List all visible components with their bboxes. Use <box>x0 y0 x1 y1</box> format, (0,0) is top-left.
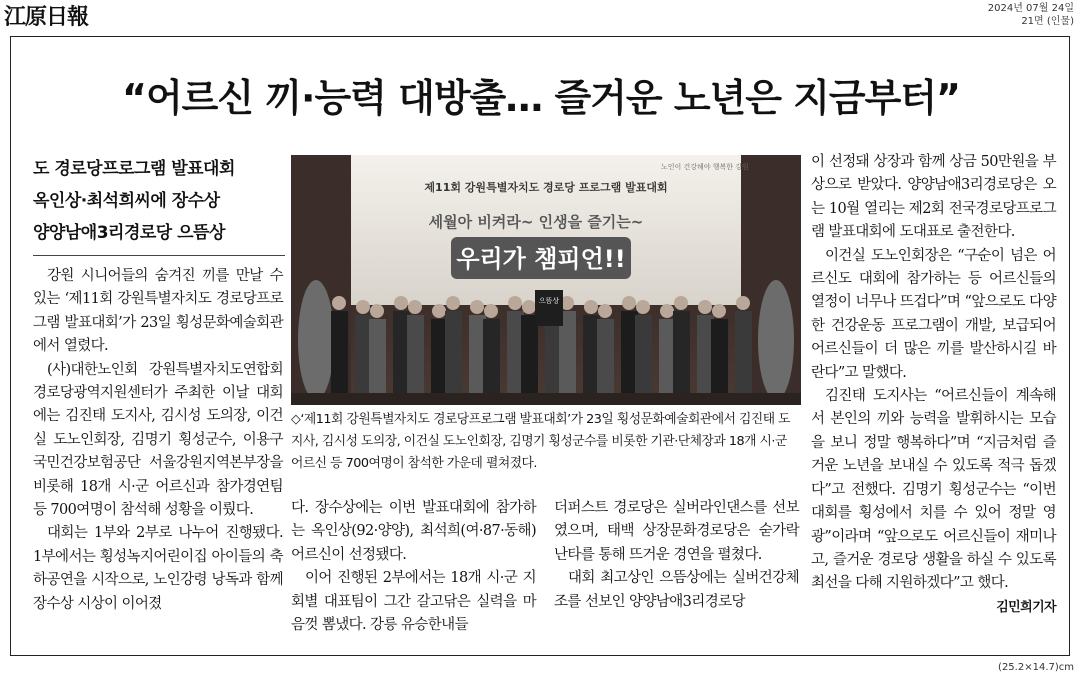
paragraph: (사)대한노인회 강원특별자치도연합회 경로당광역지원센터가 주최한 이날 대회에는 김진태 도지사, 김시성 도의장, 이건실 도노인회장, 김명기 횡성군수, 이용구 국민건강보험공단 서울강원지역본부장을 비롯해 18개 시·군 어르신과 참가경연팀 등 700여명이 참석해 성황을 이뤘다. <box>33 361 283 519</box>
person-head <box>370 304 384 318</box>
issue-date: 2024년 07월 24일 <box>987 3 1074 14</box>
person-body <box>635 315 652 393</box>
person-head <box>408 300 422 314</box>
person-body <box>445 311 462 393</box>
paragraph: 이건실 도노인회장은 “구순이 넘은 어르신도 대회에 참가하는 등 어르신들의 열정이 너무나 뜨겁다”며 “앞으로도 다양한 건강운동 프로그램이 개발, 보급되어 어르신들이 더 많은 끼를 발산하시길 바란다”고 말했다. <box>811 247 1056 381</box>
person-head <box>660 304 674 318</box>
person-head <box>622 296 636 310</box>
person-body <box>711 319 728 393</box>
person-head <box>332 296 346 310</box>
body-column-1 <box>33 265 283 616</box>
person-head <box>584 300 598 314</box>
person-body <box>735 311 752 393</box>
subhead-line: 양양남애3리경로당 으뜸상 <box>33 223 225 243</box>
banner-small-text: 노인이 건강해야 행복한 강원 <box>661 163 749 171</box>
person-body <box>369 319 386 393</box>
paragraph-text: 김진태 도지사는 “어르신들이 계속해서 본인의 끼와 능력을 발휘하시는 모습을 보니 정말 행복하다”며 “지금처럼 즐거운 노년을 보내실 수 있도록 적극 돕겠다”고 전했다. 김명기 횡성군수는 “이번 대회를 횡성에서 치를 수 있어 정말 영광”이라며 “앞으로도 어르신들이 재미나고, 즐거운 경로당 생활을 하실 수 있도록 최선을 다해 지원하겠다”고 했다. <box>811 388 1056 592</box>
person-head <box>394 296 408 310</box>
paragraph: 이어 진행된 2부에서는 18개 시·군 지회별 대표팀이 그간 갈고닦은 실력을 마음껏 뽐냈다. 강릉 유승한내들 <box>291 570 536 634</box>
person-head <box>636 300 650 314</box>
person-head <box>674 296 688 310</box>
person-head <box>432 304 446 318</box>
event-photo <box>291 155 801 405</box>
newspaper-masthead: 江原日報 <box>4 4 89 30</box>
page-number: 21면 (인물) <box>1021 16 1074 27</box>
banner-title: 제11회 강원특별자치도 경로당 프로그램 발표대회 <box>424 181 668 194</box>
article-frame <box>10 36 1070 656</box>
paragraph: 더퍼스트 경로당은 실버라인댄스를 선보였으며, 태백 상장문화경로당은 숟가락 난타를 통해 뜨거운 경연을 펼쳤다. <box>554 500 799 563</box>
person-body <box>673 311 690 393</box>
banner-main: 우리가 챔피언!! <box>456 245 626 273</box>
subhead-divider <box>33 255 285 256</box>
paragraph: 다. 장수상에는 이번 발표대회에 참가하는 옥인상(92·양양), 최석희(여·87·동해) 어르신이 선정됐다. <box>291 500 536 563</box>
paragraph: 대회는 1부와 2부로 나누어 진행됐다. 1부에서는 횡성녹지어린이집 아이들의 축하공연을 시작으로, 노인강령 낭독과 함께 장수상 시상이 이어졌 <box>33 525 283 612</box>
person-body <box>407 315 424 393</box>
paragraph: 대회 최고상인 으뜸상에는 실버건강체조를 선보인 양양남애3리경로당 <box>554 570 799 610</box>
body-column-4 <box>811 151 1056 619</box>
person-head <box>470 300 484 314</box>
person-body <box>483 319 500 393</box>
person-head <box>522 300 536 314</box>
person-body <box>331 311 348 393</box>
paragraph: 강원 시니어들의 숨겨진 끼를 만날 수 있는 ‘제11회 강원특별자치도 경로당프로그램 발표대회’가 23일 횡성문화예술회관에서 열렸다. <box>33 268 283 355</box>
article-headline: “어르신 끼·능력 대방출… 즐거운 노년은 지금부터” <box>122 76 960 120</box>
subhead-line: 옥인상·최석희씨에 장수상 <box>33 191 220 211</box>
banner-slogan: 세월아 비켜라~ 인생을 즐기는~ <box>428 213 644 231</box>
person-body <box>521 315 538 393</box>
article-size: (25.2×14.7)cm <box>998 662 1074 673</box>
award-sign-text: 으뜸상 <box>538 297 560 305</box>
person-head <box>446 296 460 310</box>
paragraph: 이 선정돼 상장과 함께 상금 50만원을 부상으로 받았다. 양양남애3리경로당은 오는 10월 열리는 제2회 전국경로당프로그램 발표대회에 도대표로 출전한다. <box>811 154 1056 241</box>
person-head <box>356 300 370 314</box>
reporter-byline: 김민희기자 <box>996 599 1056 615</box>
person-head <box>736 296 750 310</box>
subheads <box>33 153 283 249</box>
photo-caption: ◇‘제11회 강원특별자치도 경로당프로그램 발표대회’가 23일 횡성문화예술회관에서 김진태 도지사, 김시성 도의장, 이건실 도노인회장, 김명기 횡성군수를 비롯한 기관·단체장과 18개 시·군 어르신 등 700여명이 참석한 가운데 펼쳐졌다. <box>291 412 791 471</box>
body-column-3 <box>554 497 799 614</box>
issue-info <box>988 2 1074 28</box>
paragraph <box>811 385 1056 615</box>
subhead-line: 도 경로당프로그램 발표대회 <box>33 159 235 179</box>
person-head <box>484 304 498 318</box>
person-head <box>712 304 726 318</box>
body-column-2 <box>291 497 536 637</box>
person-head <box>508 296 522 310</box>
person-head <box>698 300 712 314</box>
person-body <box>597 319 614 393</box>
person-head <box>598 304 612 318</box>
